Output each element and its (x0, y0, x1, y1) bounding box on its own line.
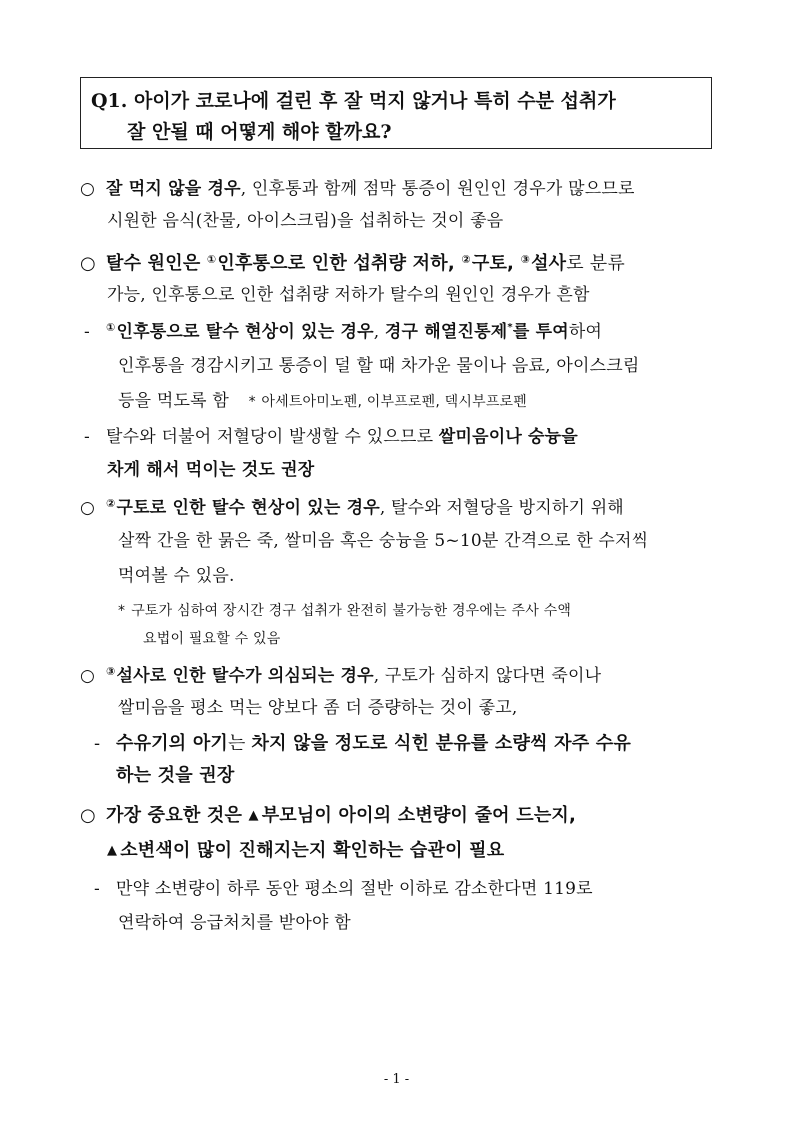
circle-bullet: ○ (80, 498, 96, 518)
item-d2-line1: - 탈수와 더불어 저혈당이 발생할 수 있으므로 쌀미음이나 숭늉을 (84, 427, 578, 447)
footnote-asterisk: * (118, 603, 126, 619)
dash-bullet: - (84, 427, 90, 447)
circle-bullet: ○ (80, 253, 96, 274)
question-title-line1: Q1. 아이가 코로나에 걸린 후 잘 먹지 않거나 특히 수분 섭취가 (91, 90, 616, 112)
page-number: - 1 - (383, 1072, 410, 1087)
question-title-line2: 잘 안될 때 어떻게 해야 할까요? (127, 121, 392, 143)
item-p2-line1: ○ 탈수 원인은 ①인후통으로 인한 섭취량 저하, ②구토, ③설사로 분류 (80, 253, 625, 274)
item-d3-line1: - 수유기의 아기는 차지 않을 정도로 식힌 분유를 소량씩 자주 수유 (94, 733, 631, 754)
item-p3-line1: ○ ②구토로 인한 탈수 현상이 있는 경우, 탈수와 저혈당을 방지하기 위해 (80, 497, 624, 518)
circle-bullet: ○ (80, 805, 96, 826)
triangle-icon: ▲ (248, 808, 259, 823)
item-p3-note2: 요법이 필요할 수 있음 (143, 631, 281, 647)
item-p1-line1: ○ 잘 먹지 않을 경우, 인후통과 함께 점막 통증이 원인인 경우가 많으므로 (80, 179, 635, 199)
item-p5-line2: ▲ 소변색이 많이 진해지는지 확인하는 습관이 필요 (107, 840, 505, 861)
item-p1-line2: 시원한 음식(찬물, 아이스크림)을 섭취하는 것이 좋음 (107, 211, 504, 231)
dash-bullet: - (94, 733, 101, 754)
item-p3-line2: 살짝 간을 한 묽은 죽, 쌀미음 혹은 숭늉을 5~10분 간격으로 한 수저씩 (118, 531, 649, 551)
item-d2-line2: 차게 해서 먹이는 것도 권장 (107, 460, 315, 480)
item-d1-line2: 인후통을 경감시키고 통증이 덜 할 때 차가운 물이나 음료, 아이스크림 (118, 356, 640, 376)
circle-bullet: ○ (80, 179, 96, 199)
d1-note: 아세트아미노펜, 이부프로펜, 덱시부프로펜 (261, 394, 528, 410)
footnote-asterisk: * (248, 394, 256, 410)
item-p3-line3: 먹여볼 수 있음. (118, 566, 235, 586)
item-d4-line1: - 만약 소변량이 하루 동안 평소의 절반 이하로 감소한다면 119로 (94, 879, 593, 899)
circle-bullet: ○ (80, 666, 96, 686)
item-d1-line3: 등을 먹도록 함 * 아세트아미노펜, 이부프로펜, 덱시부프로펜 (118, 391, 528, 411)
item-p5-line1: ○ 가장 중요한 것은 ▲ 부모님이 아이의 소변량이 줄어 드는지, (80, 805, 577, 826)
dash-bullet: - (84, 322, 90, 342)
item-p4-line1: ○ ③설사로 인한 탈수가 의심되는 경우, 구토가 심하지 않다면 죽이나 (80, 665, 602, 686)
item-p2-line2: 가능, 인후통으로 인한 섭취량 저하가 탈수의 원인인 경우가 흔함 (107, 285, 590, 305)
item-p3-note1: * 구토가 심하여 장시간 경구 섭취가 완전히 불가능한 경우에는 주사 수액 (118, 603, 572, 619)
dash-bullet: - (94, 879, 100, 899)
triangle-icon: ▲ (107, 843, 118, 858)
item-d3-line2: 하는 것을 권장 (116, 765, 235, 786)
item-p4-line2: 쌀미음을 평소 먹는 양보다 좀 더 증량하는 것이 좋고, (118, 698, 518, 718)
item-d4-line2: 연락하여 응급처치를 받아야 함 (118, 913, 351, 933)
item-d1-line1: - ①인후통으로 탈수 현상이 있는 경우, 경구 해열진통제*를 투여하여 (84, 321, 603, 342)
